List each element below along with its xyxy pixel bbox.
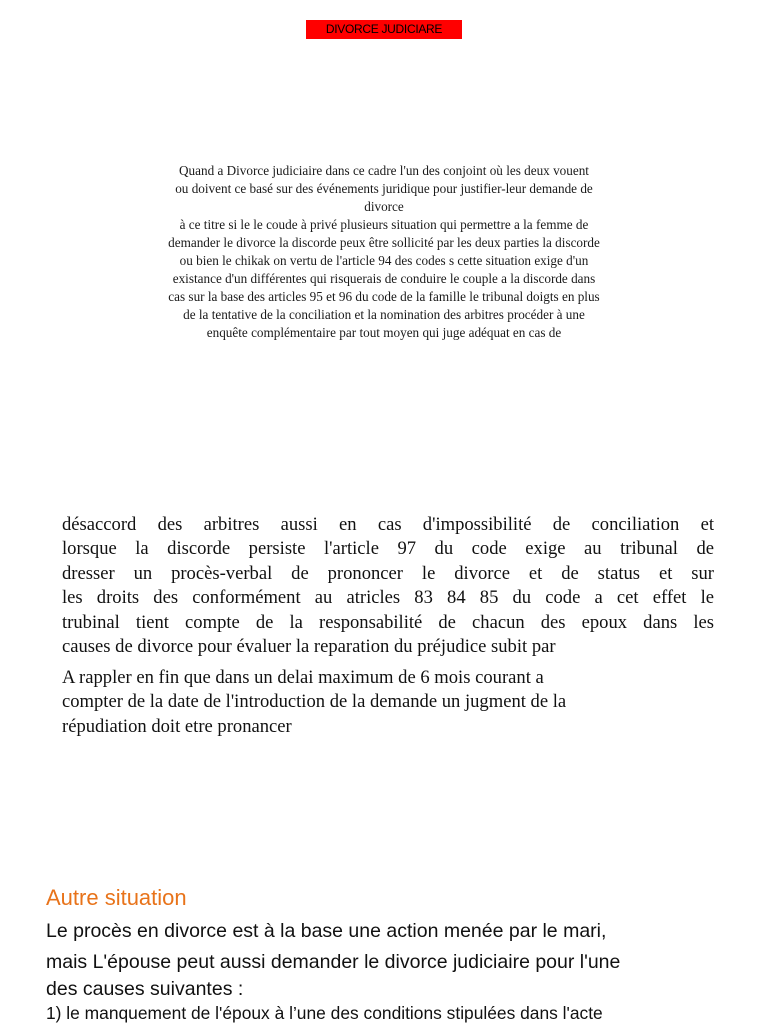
document-title: DIVORCE JUDICIARE	[306, 20, 462, 39]
intro-line: divorce	[364, 199, 404, 214]
section-line: des causes suivantes :	[46, 978, 244, 1000]
section-body	[46, 916, 746, 1026]
paragraph-arbitration	[62, 513, 714, 659]
intro-line: existance d'un différentes qui risquerais de conduire le couple a la discorde dans	[172, 271, 596, 286]
section-line: 1) le manquement de l'époux à l’une des conditions stipulées dans l'acte	[46, 1003, 603, 1023]
intro-line: Quand a Divorce judiciaire dans ce cadre l'un des conjoint où les deux vouent	[179, 163, 589, 178]
section-line: mais L'épouse peut aussi demander le divorce judiciaire pour l'une	[46, 951, 621, 973]
paragraph-deadline	[62, 666, 714, 739]
intro-line: de la tentative de la conciliation et la nomination des arbitres procéder à une	[183, 307, 585, 322]
paragraph-line: A rappler en fin que dans un delai maximum de 6 mois courant a	[62, 667, 544, 688]
section-line: Le procès en divorce est à la base une action menée par le mari,	[46, 920, 607, 942]
paragraph-line: lorsque la discorde persiste l'article 97 du code exige au tribunal de	[62, 538, 714, 560]
intro-line: enquête complémentaire par tout moyen qui juge adéquat en cas de	[206, 325, 562, 340]
section-heading: Autre situation	[46, 885, 187, 910]
paragraph-line: trubinal tient compte de la responsabilité de chacun des epoux dans les	[62, 611, 714, 633]
paragraph-line: répudiation doit etre pronancer	[62, 715, 292, 737]
intro-line: à ce titre si le le coude à privé plusieurs situation qui permettre a la femme de	[179, 217, 589, 232]
intro-line: ou bien le chikak on vertu de l'article 94 des codes s cette situation exige d'un	[179, 253, 589, 268]
paragraph-line: dresser un procès-verbal de prononcer le divorce et de status et sur	[62, 562, 714, 584]
intro-line: ou doivent ce basé sur des événements juridique pour justifier-leur demande de	[175, 181, 593, 196]
paragraph-line: compter de la date de l'introduction de la demande un jugment de la	[62, 691, 567, 713]
intro-paragraph	[96, 162, 672, 342]
paragraph-line: les droits des conformément au atricles 83 84 85 du code a cet effet le	[62, 587, 714, 609]
paragraph-line: désaccord des arbitres aussi en cas d'impossibilité de conciliation et	[62, 514, 714, 535]
intro-line: demander le divorce la discorde peux être sollicité par les deux parties la discorde	[168, 235, 600, 250]
intro-line: cas sur la base des articles 95 et 96 du code de la famille le tribunal doigts en plus	[168, 289, 600, 304]
paragraph-line: causes de divorce pour évaluer la reparation du préjudice subit par	[62, 636, 556, 658]
